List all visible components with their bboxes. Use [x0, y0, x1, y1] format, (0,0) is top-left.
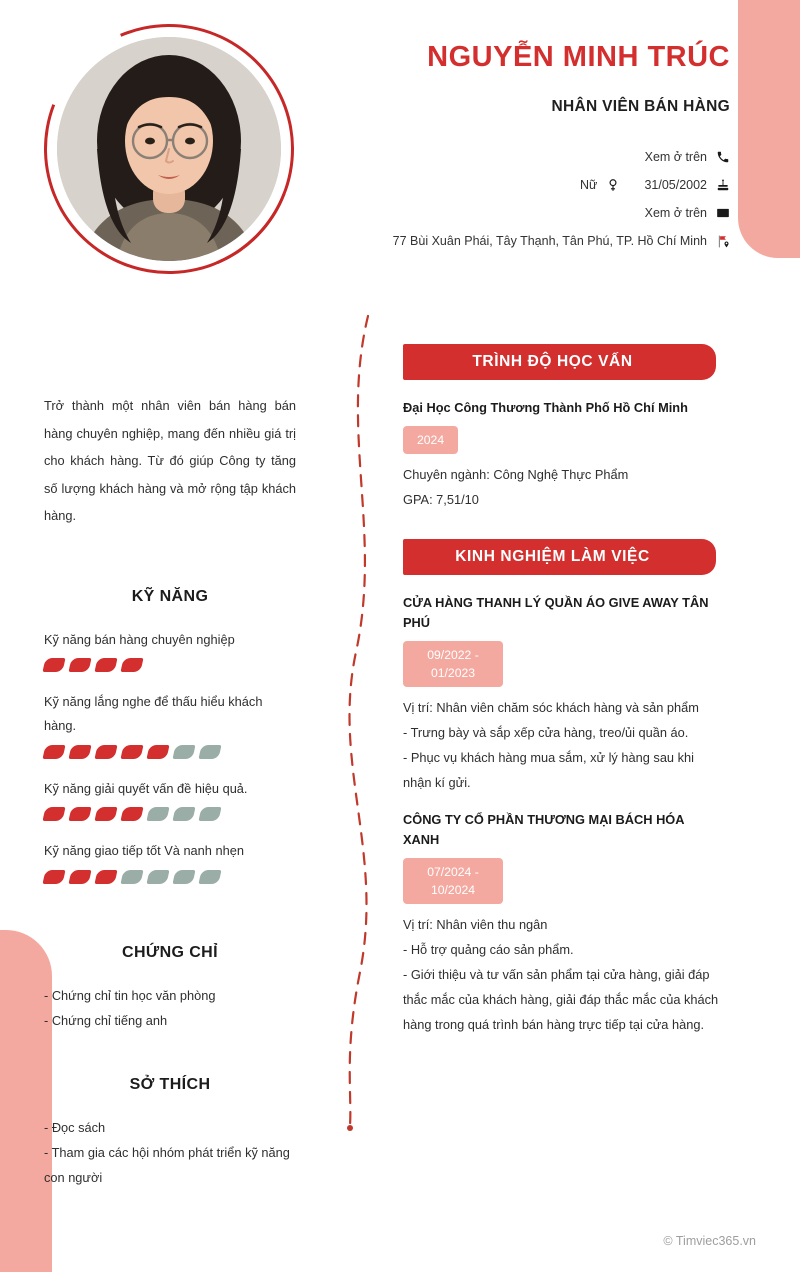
page-title: NGUYỄN MINH TRÚC [427, 41, 730, 73]
contact-phone-value: Xem ở trên [644, 149, 707, 164]
cake-icon [715, 178, 730, 193]
skill-label: Kỹ năng bán hàng chuyên nghiệp [44, 631, 235, 647]
experience-detail: - Hỗ trợ quảng cáo sản phẩm. [403, 942, 574, 958]
contact-phone [330, 150, 730, 165]
experience-role: Vị trí: Nhân viên thu ngân [403, 917, 548, 933]
rating-dot [43, 658, 66, 672]
rating-dot [95, 745, 118, 759]
experience-section-banner: KINH NGHIỆM LÀM VIỆC [403, 539, 716, 575]
certificate-item: - Chứng chỉ tiếng anh [44, 1012, 168, 1028]
experience-role: Vị trí: Nhân viên chăm sóc khách hàng và sản phẩm [403, 700, 699, 716]
rating-dot [121, 807, 144, 821]
rating-dot-empty [173, 745, 196, 759]
skill-item [44, 690, 296, 758]
rating-dot [121, 745, 144, 759]
skill-item [44, 777, 296, 822]
rating-dot [69, 870, 92, 884]
right-column [403, 344, 723, 1038]
location-icon [715, 234, 730, 249]
resume-header [330, 42, 730, 262]
contact-address [330, 234, 730, 249]
experience-company: CÔNG TY CỔ PHẦN THƯƠNG MẠI BÁCH HÓA XANH [403, 812, 685, 847]
contact-address-value: 77 Bùi Xuân Phái, Tây Thạnh, Tân Phú, TP. Hồ Chí Minh [392, 233, 707, 248]
contact-email [330, 206, 730, 221]
rating-dot-empty [147, 807, 170, 821]
objective-text: Trở thành một nhân viên bán hàng bán hàng chuyên nghiệp, mang đến nhiều giá trị cho khách hàng. Từ đó giúp Công ty tăng số lượng khách hàng và mở rộng tập khách hàng. [44, 398, 296, 523]
contact-dob-value: 31/05/2002 [644, 177, 707, 192]
skill-rating [44, 745, 296, 759]
skill-rating [44, 870, 296, 884]
hobby-item: - Đọc sách [44, 1119, 106, 1135]
certificates-heading: CHỨNG CHỈ [122, 943, 218, 961]
rating-dot [121, 658, 144, 672]
rating-dot [95, 658, 118, 672]
rating-dot [147, 745, 170, 759]
education-major: Chuyên ngành: Công Nghệ Thực Phẩm [403, 467, 629, 483]
watermark: © Timviec365.vn [663, 1234, 756, 1248]
experience-detail: - Trưng bày và sắp xếp cửa hàng, treo/ủi quần áo. [403, 725, 689, 741]
mail-icon [715, 206, 730, 221]
rating-dot-empty [199, 745, 222, 759]
experience-date: 09/2022 - 01/2023 [403, 641, 503, 688]
rating-dot-empty [121, 870, 144, 884]
rating-dot-empty [199, 870, 222, 884]
experience-date: 07/2024 - 10/2024 [403, 858, 503, 905]
experience-detail: - Phục vụ khách hàng mua sắm, xử lý hàng sau khi nhận kí gửi. [403, 750, 694, 791]
decor-shape-top-right [738, 0, 800, 258]
left-column [44, 392, 296, 1191]
experience-company: CỬA HÀNG THANH LÝ QUẦN ÁO GIVE AWAY TÂN PHÚ [403, 595, 709, 630]
education-school: Đại Học Công Thương Thành Phố Hồ Chí Minh [403, 400, 688, 415]
certificate-item: - Chứng chỉ tin học văn phòng [44, 987, 216, 1003]
rating-dot-empty [173, 870, 196, 884]
contact-gender-dob [330, 178, 730, 193]
skill-label: Kỹ năng giao tiếp tốt Và nanh nhẹn [44, 843, 244, 859]
contact-email-value: Xem ở trên [644, 205, 707, 220]
skill-item [44, 628, 296, 673]
gender-icon [605, 178, 620, 193]
phone-icon [715, 150, 730, 165]
skill-label: Kỹ năng giải quyết vấn đề hiệu quả. [44, 780, 248, 796]
education-section-banner: TRÌNH ĐỘ HỌC VẤN [403, 344, 716, 380]
experience-detail: - Giới thiệu và tư vấn sản phẩm tại cửa hàng, giải đáp thắc mắc của khách hàng, giải đáp thắc mắc của khách hàng trong quá trình bán hàng trực tiếp tại cửa hàng. [403, 967, 719, 1033]
contact-gender-value: Nữ [580, 177, 598, 192]
rating-dot-empty [173, 807, 196, 821]
rating-dot-empty [147, 870, 170, 884]
skill-label: Kỹ năng lắng nghe để thấu hiểu khách hàng. [44, 694, 263, 733]
skill-rating [44, 807, 296, 821]
wavy-divider [330, 312, 400, 1132]
rating-dot [95, 807, 118, 821]
education-date: 2024 [403, 426, 458, 454]
experience-entry [403, 810, 723, 1038]
hobby-item: - Tham gia các hội nhóm phát triển kỹ năng con người [44, 1144, 290, 1185]
rating-dot [69, 807, 92, 821]
rating-dot [69, 658, 92, 672]
skill-rating [44, 658, 296, 672]
rating-dot [69, 745, 92, 759]
skills-heading: KỸ NĂNG [131, 587, 209, 605]
avatar-photo [57, 37, 281, 261]
avatar [44, 24, 294, 274]
rating-dot [43, 745, 66, 759]
job-title: NHÂN VIÊN BÁN HÀNG [551, 97, 730, 115]
education-gpa: GPA: 7,51/10 [403, 492, 479, 508]
rating-dot-empty [199, 807, 222, 821]
rating-dot [95, 870, 118, 884]
skill-item [44, 839, 296, 884]
rating-dot [43, 807, 66, 821]
rating-dot [43, 870, 66, 884]
hobbies-heading: SỞ THÍCH [129, 1075, 211, 1093]
education-entry [403, 398, 723, 513]
experience-entry [403, 593, 723, 796]
